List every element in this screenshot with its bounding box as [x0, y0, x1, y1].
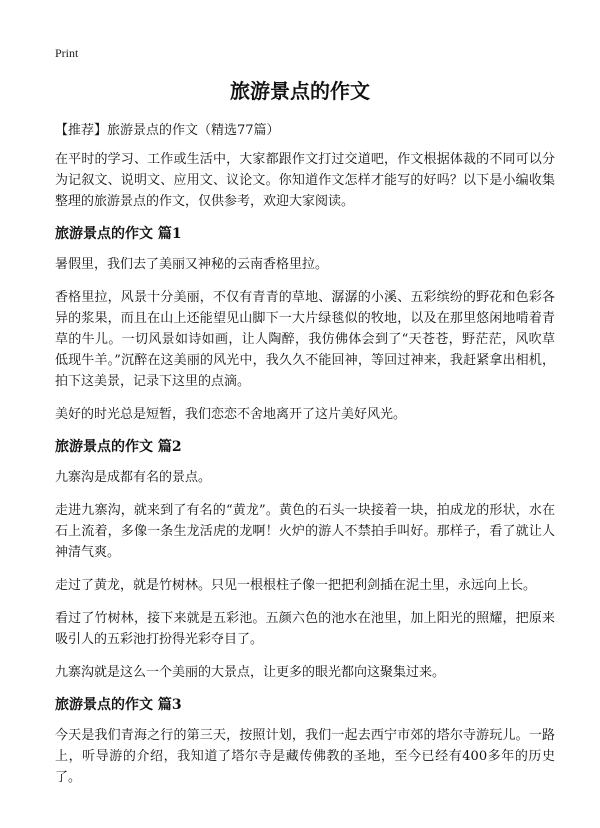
paragraph: 香格里拉，风景十分美丽，不仅有青青的草地、潺潺的小溪、五彩缤纷的野花和色彩各异的浆果，而且在山上还能望见山脚下一大片绿毯似的牧地，以及在那里悠闲地啃着青草的牛儿。一切风景如诗如画，让人陶醉，我仿佛体会到了“天苍苍，野茫茫，风吹草低现牛羊。”沉醉在这美丽的风光中，我久久不能回神，等回过神来，我赶紧拿出相机，拍下这美景，记录下这里的点滴。: [55, 290, 555, 389]
print-link[interactable]: Print: [55, 46, 79, 60]
section-heading-2: 旅游景点的作文 篇2: [55, 439, 182, 455]
section-heading-1: 旅游景点的作文 篇1: [55, 226, 182, 242]
section-heading-3: 旅游景点的作文 篇3: [55, 697, 182, 713]
recommend-line: 【推荐】旅游景点的作文（精选77篇）: [55, 123, 280, 138]
paragraph: 走进九寨沟，就来到了有名的“黄龙”。黄色的石头一块接着一块，拍成龙的形状，水在石上流着，多像一条生龙活虎的龙啊！火炉的游人不禁拍手叫好。那样子，看了就让人神清气爽。: [55, 503, 555, 560]
intro-paragraph: 在平时的学习、工作或生活中，大家都跟作文打过交道吧，作文根据体裁的不同可以分为记叙文、说明文、应用文、议论文。你知道作文怎样才能写的好吗？以下是小编收集整理的旅游景点的作文，仅供参考，欢迎大家阅读。: [55, 152, 555, 209]
article-body: [55, 120, 555, 800]
paragraph: 美好的时光总是短暂，我们恋恋不舍地离开了这片美好风光。: [55, 407, 407, 422]
paragraph: 九寨沟就是这么一个美丽的大景点，让更多的眼光都向这聚集过来。: [55, 665, 446, 680]
paragraph: 今天是我们青海之行的第三天，按照计划，我们一起去西宁市郊的塔尔寺游玩儿。一路上，听导游的介绍，我知道了塔尔寺是藏传佛教的圣地，至今已经有400多年的历史了。: [55, 728, 555, 785]
paragraph: 走过了黄龙，就是竹树林。只见一根根柱子像一把把利剑插在泥土里，永远向上长。: [55, 578, 537, 593]
paragraph: 暑假里，我们去了美丽又神秘的云南香格里拉。: [55, 257, 329, 272]
paragraph: 看过了竹树林，接下来就是五彩池。五颜六色的池水在池里，加上阳光的照耀，把原来吸引人的五彩池打扮得光彩夺目了。: [55, 611, 555, 647]
paragraph: 九寨沟是成都有名的景点。: [55, 470, 212, 485]
page-title: 旅游景点的作文: [230, 79, 370, 103]
